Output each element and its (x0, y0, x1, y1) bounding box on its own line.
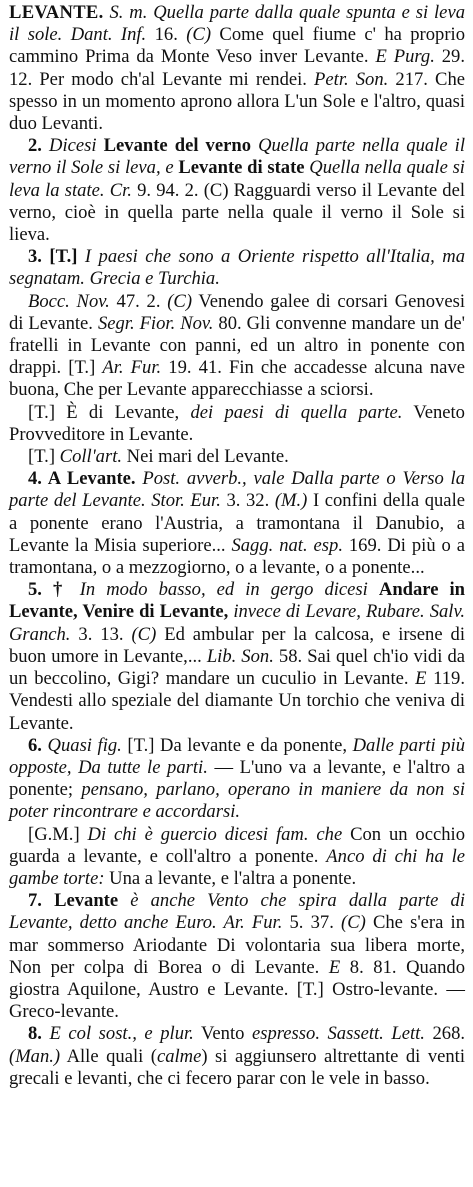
entry-sense-paragraph (9, 291, 465, 402)
italic-text: Lib. Son. (206, 645, 274, 667)
body-text (42, 1023, 50, 1044)
body-text: [T.] (28, 446, 60, 468)
entry-sense-paragraph (9, 468, 465, 579)
sense-label: Levante di state (178, 157, 305, 179)
body-text: Che s'era in mar sommerso Ariodante Di volontaria sua libera morte, Non per colpa di Borea o di Levante. (9, 912, 465, 978)
italic-text: Bocc. Nov. (28, 290, 110, 312)
entry-sense-paragraph (9, 824, 465, 891)
italic-text: I paesi che sono a Oriente rispetto all'Italia, ma segnatam. Grecia e Turchia. (9, 246, 465, 290)
italic-text: In modo basso, ed in gergo dicesi (79, 579, 368, 601)
italic-text: Di chi è guercio dicesi fam. che (87, 823, 343, 845)
entry-sense-paragraph (9, 446, 465, 468)
body-text: [T.] È di Levante, (28, 401, 191, 423)
body-text: Venendo galee di corsari Genovesi di Levante. (9, 290, 465, 334)
body-text: 217. Che spesso in un momento aprono allora L'un Sole e l'altro, quasi duo Levanti. (9, 68, 465, 135)
body-text: ) si aggiunsero altrettante di venti grecali e levanti, che ci fecero parar con le vele in basso. (9, 1045, 465, 1089)
body-text: [G.M.] (28, 823, 88, 845)
sense-label: Andare in Levante, Venire di Levante, (9, 579, 466, 623)
body-text: Veneto Provveditore in Levante. (9, 401, 465, 445)
italic-text: Anco di chi ha le gambe torte: (9, 845, 466, 889)
body-text (69, 579, 80, 600)
entry-sense-paragraph (9, 735, 465, 824)
body-text (118, 890, 130, 911)
body-text: 3. 13. (70, 623, 132, 645)
body-text: — L'uno va a levante, e l'altro a ponente; (9, 756, 465, 801)
italic-text: Ar. Fur. (102, 357, 162, 379)
body-text: 8. 81. Quando giostra Aquilone, Austro e Levante. [T.] Ostro-levante. — Greco-levante. (9, 956, 465, 1023)
italic-text: (C) (167, 290, 193, 312)
italic-text: Petr. Son. (314, 68, 389, 90)
sense-label: 7. Levante (28, 890, 119, 912)
body-text: 47. 2. (109, 290, 168, 312)
italic-text: S. m. Quella parte dalla quale spunta e si leva il sole. Dant. Inf. (9, 2, 465, 46)
italic-text: E Purg. (375, 46, 435, 68)
body-text: 5. 37. (282, 912, 342, 934)
sense-label: 6. (28, 734, 42, 756)
italic-text: pensano, parlano, operano in maniere da non si poter rincontrare e accordarsi. (9, 779, 465, 823)
body-text (97, 135, 104, 156)
italic-text: Sagg. nat. esp. (231, 534, 343, 556)
italic-text: calme (156, 1045, 202, 1067)
entry-sense-paragraph (9, 402, 465, 446)
italic-text: Quasi fig. (47, 734, 122, 756)
italic-text: Post. avverb., vale Dalla parte o Verso la parte del Levante. Stor. Eur. (9, 468, 465, 512)
body-text: Come quel fiume c' ha proprio cammino Prima da Monte Veso inver Levante. (9, 24, 465, 68)
italic-text: (C) (131, 623, 157, 645)
body-text: 19. 41. Fin che accadesse alcuna nave buona, Che per Levante apparecchiasse a sciorsi. (9, 357, 465, 401)
sense-label: 3. [T.] (28, 246, 78, 268)
italic-text: (C) (186, 24, 212, 46)
italic-text: E col sost., e plur. (49, 1023, 194, 1045)
italic-text: espresso. Sassett. Lett. (251, 1023, 425, 1045)
italic-text: Coll'art. (59, 446, 123, 468)
italic-text: E (415, 668, 427, 690)
body-text: 16. (146, 24, 187, 46)
italic-text: dei paesi di quella parte. (190, 401, 403, 423)
body-text: 169. Di più o a tramontana, o a mezzogiorno, o a levante, o a ponente... (9, 534, 465, 579)
body-text: Vento (193, 1023, 252, 1045)
sense-label: 4. A Levante. (28, 468, 136, 490)
body-text: I confini della quale a ponente erano l'Austria, a tramontana il Danubio, a Levante la Misia superiore... (9, 490, 465, 556)
body-text: Alle quali ( (60, 1045, 157, 1067)
body-text (77, 246, 84, 267)
sense-label: 5. † (28, 579, 69, 601)
entry-sense-paragraph (9, 135, 465, 246)
entry-sense-paragraph (9, 246, 465, 290)
italic-text: Quella nella quale si leva la state. Cr. (9, 157, 465, 201)
italic-text: Dicesi (49, 135, 97, 157)
entry-sense-paragraph (9, 1023, 465, 1090)
entry-sense-paragraph (9, 579, 465, 734)
italic-text: Dalle parti più opposte, Da tutte le parti. (9, 734, 466, 778)
body-text: Nei mari del Levante. (122, 446, 289, 468)
body-text: 29. 12. Per modo ch'al Levante mi rendei. (9, 46, 466, 90)
italic-text: invece di Levare, Rubare. Salv. Granch. (9, 601, 465, 645)
italic-text: Segr. Fior. Nov. (97, 312, 214, 334)
body-text: 9. 94. 2. (C) Ragguardi verso il Levante del verno, cioè in quella parte nella quale il verno il Sole si lieva. (9, 179, 465, 246)
italic-text: (Man.) (9, 1045, 61, 1067)
body-text: Una a levante, e l'altra a ponente. (104, 867, 357, 889)
body-text: [T.] Da levante e da ponente, (121, 734, 353, 756)
body-text: Con un occhio guarda a levante, e coll'altro a ponente. (9, 823, 465, 867)
body-text (42, 135, 49, 156)
sense-label: Levante del verno (103, 135, 251, 157)
body-text: 58. Sai quel ch'io vidi da un beccolino, Gigi? mandare un cuculio in Levante. (9, 645, 465, 690)
sense-label: 2. (28, 135, 42, 157)
italic-text: (C) (341, 912, 366, 934)
entry-sense-paragraph (9, 890, 465, 1023)
body-text: 268. (424, 1023, 466, 1045)
entry-headword-paragraph (9, 2, 465, 135)
sense-label: 8. (28, 1023, 42, 1045)
body-text: 80. Gli convenne mandare un de' fratelli in Levante con panni, ed un altro in ponente con drappi. [T.] (9, 312, 465, 379)
body-text (368, 579, 379, 600)
body-text: Ed ambular per la calcosa, e irsene di buon umore in Levante,... (9, 623, 465, 667)
italic-text: E (328, 956, 341, 978)
italic-text: (M.) (274, 490, 308, 512)
italic-text: è anche Vento che spira dalla parte di Levante, detto anche Euro. Ar. Fur. (9, 890, 465, 934)
body-text: 3. 32. (220, 490, 275, 512)
headword: LEVANTE. (9, 2, 104, 23)
body-text: 119. Vendesti allo speziale del diamante Un torchio che veniva di Levante. (9, 668, 465, 734)
italic-text: Quella parte nella quale il verno il Sole si leva, e (9, 135, 466, 179)
